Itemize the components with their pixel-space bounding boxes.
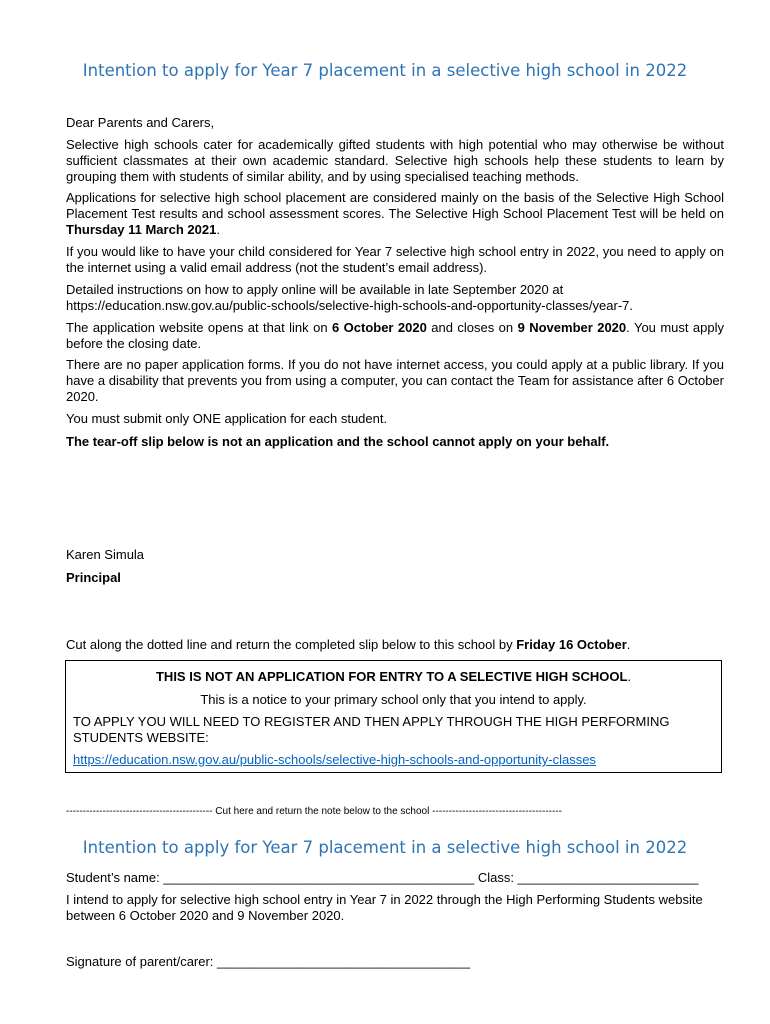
- notice-link[interactable]: [73, 752, 714, 768]
- instructions-url: https://education.nsw.gov.au/public-schools/selective-high-schools-and-opportunity-classes/year-7.: [66, 298, 633, 313]
- signature-line: Signature of parent/carer: ___________________________________: [66, 954, 471, 969]
- signer-title: Principal: [66, 570, 121, 585]
- open-date: 6 October 2020: [331, 320, 427, 335]
- slip-statement: I intend to apply for selective high school entry in Year 7 in 2022 through the High Performing Students website between 6 October 2020 and 9 November 2020.: [66, 892, 703, 923]
- notice-heading: THIS IS NOT AN APPLICATION FOR ENTRY TO A SELECTIVE HIGH SCHOOL.: [155, 669, 632, 684]
- paragraph-apply-online: If you would like to have your child considered for Year 7 selective high school entry in 2022, you need to apply on the internet using a valid email address (not the student’s email address).: [66, 244, 724, 275]
- page-title: Intention to apply for Year 7 placement in a selective high school in 2022: [82, 61, 688, 80]
- signer-name: Karen Simula: [66, 547, 145, 562]
- notice-box: [65, 660, 722, 773]
- salutation: Dear Parents and Carers,: [66, 115, 215, 130]
- paragraph-one-application: You must submit only ONE application for each student.: [66, 411, 388, 426]
- notice-apply-instructions: TO APPLY YOU WILL NEED TO REGISTER AND THEN APPLY THROUGH THE HIGH PERFORMING STUDENTS WEBSITE:: [73, 714, 670, 745]
- cut-instruction: Cut along the dotted line and return the completed slip below to this school by Friday 16 October.: [66, 637, 631, 652]
- cut-line: -------------------------------------------- Cut here and return the note below to the school ---------------------------------------: [66, 806, 562, 817]
- return-date: Friday 16 October: [516, 637, 627, 652]
- paragraph-instructions: Detailed instructions on how to apply online will be available in late September 2020 at https://education.nsw.gov.au/public-schools/selective-high-schools-and-opportunity-classes/year-7.: [66, 282, 633, 313]
- notice-line: This is a notice to your primary school only that you intend to apply.: [200, 692, 587, 707]
- paragraph-placement-test: Applications for selective high school placement are considered mainly on the basis of the Selective High School Placement Test results and school assessment scores. The Selective High School Placement Test will be held on Thursday 11 March 2021.: [66, 190, 724, 237]
- hps-website-link[interactable]: https://education.nsw.gov.au/public-schools/selective-high-schools-and-opportunity-classes: [73, 752, 596, 767]
- close-date: 9 November 2020: [517, 320, 627, 335]
- test-date: Thursday 11 March 2021: [66, 222, 217, 237]
- slip-title: Intention to apply for Year 7 placement in a selective high school in 2022: [82, 838, 688, 857]
- paragraph-website-dates: The application website opens at that link on 6 October 2020 and closes on 9 November 2020. You must apply before the closing date.: [66, 320, 725, 351]
- paragraph-tear-off-warning: The tear-off slip below is not an application and the school cannot apply on your behalf.: [66, 434, 610, 449]
- student-name-class-line: Student’s name: ___________________________________________ Class: _________________________: [66, 870, 699, 885]
- paragraph-no-paper-forms: There are no paper application forms. If you do not have internet access, you could apply at a public library. If you have a disability that prevents you from using a computer, you can contact the Team for assistance after 6 October 2020.: [66, 357, 724, 404]
- paragraph-selective-schools: Selective high schools cater for academically gifted students with high potential who may otherwise be without sufficient classmates at their own academic standard. Selective high schools help these students to learn by grouping them with students of similar ability, and by using specialised teaching methods.: [66, 137, 724, 184]
